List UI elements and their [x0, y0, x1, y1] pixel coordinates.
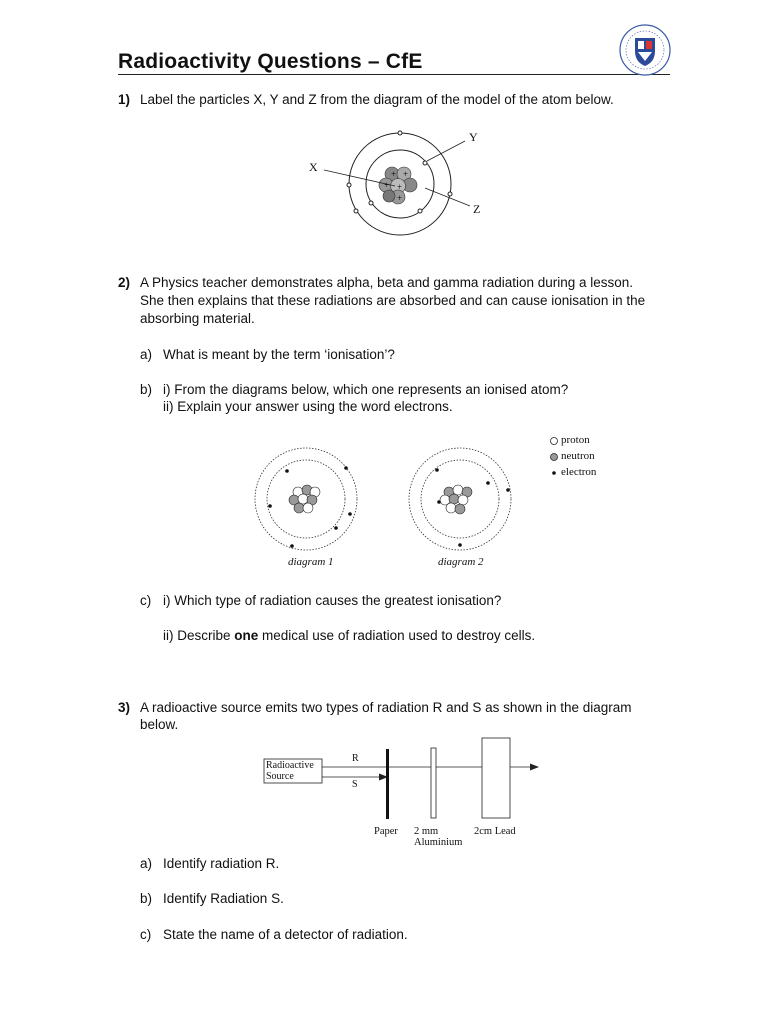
paper-label: Paper: [374, 826, 398, 837]
radiation-absorption-diagram: [262, 736, 547, 836]
question-2a-label: a): [140, 347, 153, 362]
question-3c-text: State the name of a detector of radiation.: [163, 927, 408, 942]
svg-text:+: +: [397, 182, 403, 192]
question-3b-label: b): [140, 891, 153, 906]
question-3a-text: Identify radiation R.: [163, 856, 280, 871]
page-title: Radioactivity Questions – CfE: [118, 50, 423, 73]
school-crest-logo: [618, 23, 672, 77]
diagram-1-caption: diagram 1: [288, 556, 334, 568]
question-2b-text-ii: ii) Explain your answer using the word electrons.: [163, 399, 453, 414]
question-2-intro-line-2: She then explains that these radiations are absorbed and can cause ionisation in the: [140, 293, 646, 308]
svg-text:+: +: [391, 169, 397, 179]
question-3-intro-line-2: below.: [140, 717, 179, 732]
question-2c-text-i: i) Which type of radiation causes the greatest ionisation?: [163, 593, 502, 608]
legend-proton: proton: [561, 434, 590, 446]
legend-electron: electron: [561, 466, 597, 478]
question-2a-text: What is meant by the term ‘ionisation’?: [163, 347, 395, 362]
ionisation-diagram-1: [250, 446, 362, 554]
diagram-2-caption: diagram 2: [438, 556, 484, 568]
svg-text:+: +: [403, 169, 409, 179]
label-z: Z: [473, 202, 481, 216]
question-1-number: 1): [118, 92, 131, 107]
lead-label: 2cm Lead: [474, 826, 516, 837]
title-underline: [118, 74, 670, 75]
question-2c-text-ii: ii) Describe one medical use of radiation used to destroy cells.: [163, 628, 536, 643]
question-2c-label: c): [140, 593, 152, 608]
question-2-intro-line-3: absorbing material.: [140, 311, 255, 326]
question-3a-label: a): [140, 856, 153, 871]
ionisation-diagram-2: [404, 446, 516, 554]
legend-neutron: neutron: [561, 450, 595, 462]
question-2b-text-i: i) From the diagrams below, which one represents an ionised atom?: [163, 382, 569, 397]
svg-text:+: +: [384, 180, 390, 190]
question-2-number: 2): [118, 275, 131, 290]
svg-text:+: +: [397, 193, 403, 203]
question-2b-label: b): [140, 382, 153, 397]
ray-s-label: S: [352, 779, 358, 790]
label-x: X: [309, 160, 318, 174]
radioactive-source-box: Radioactive Source: [266, 760, 314, 782]
particle-legend-icons: [548, 434, 562, 482]
question-3b-text: Identify Radiation S.: [163, 891, 284, 906]
question-2-intro-line-1: A Physics teacher demonstrates alpha, beta and gamma radiation during a lesson.: [140, 275, 634, 290]
question-1-text: Label the particles X, Y and Z from the diagram of the model of the atom below.: [140, 92, 614, 107]
question-3-intro-line-1: A radioactive source emits two types of radiation R and S as shown in the diagram: [140, 700, 632, 715]
question-3c-label: c): [140, 927, 152, 942]
question-3-number: 3): [118, 700, 131, 715]
ray-r-label: R: [352, 753, 359, 764]
label-y: Y: [469, 130, 478, 144]
aluminium-label: 2 mm Aluminium: [414, 826, 463, 848]
